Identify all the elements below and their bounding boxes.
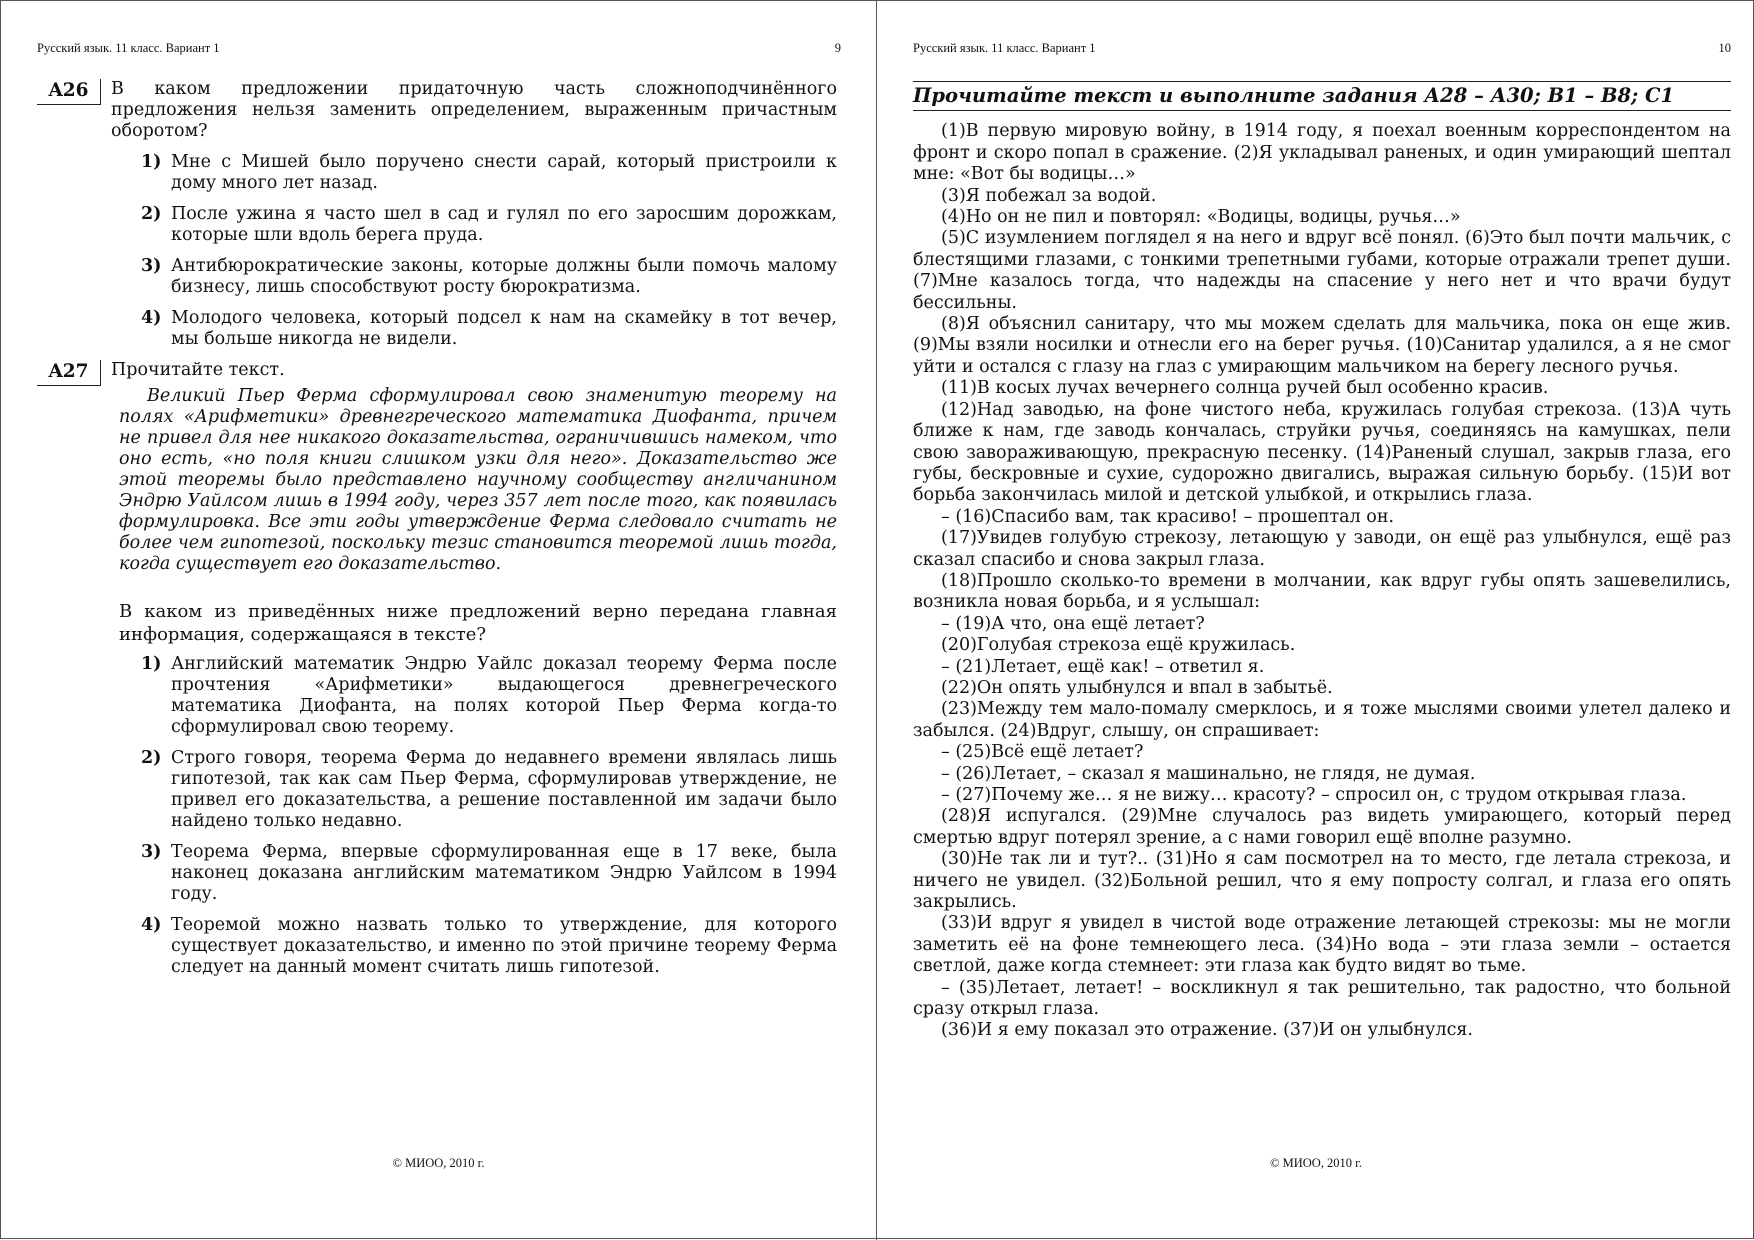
answer-option[interactable] <box>141 842 837 905</box>
answer-list-a27 <box>141 654 837 978</box>
answer-option[interactable] <box>141 654 837 738</box>
story-paragraph: (8)Я объяснил санитару, что мы можем сделать для мальчика, пока он еще жив. (9)Мы взяли носилки и отнесли его на берег ручья. (10)Санитар удалился, а я не смог уйти и остался с глазу на глаз с умирающим мальчиком на берегу лесного ручья. <box>913 314 1731 377</box>
story-paragraph: (30)Не так ли и тут?.. (31)Но я сам посмотрел на то место, где летала стрекоза, и ничего не увидел. (32)Больной решил, что я ему попросту солгал, и глаза его опять закрылись. <box>913 849 1731 913</box>
page-footer: © МИОО, 2010 г. <box>1269 1156 1363 1170</box>
answer-option[interactable] <box>141 308 837 350</box>
story-paragraph: (4)Но он не пил и повторял: «Водицы, водицы, ручья…» <box>941 207 1461 228</box>
right-page <box>877 1 1754 1240</box>
story-paragraph: (1)В первую мировую войну, в 1914 году, я поехал военным корреспондентом на фронт и скоро попал в сражение. (2)Я укладывал раненых, и один умирающий шептал мне: «Вот бы водицы…» <box>913 121 1731 185</box>
answer-text: Теорема Ферма, впервые сформулированная еще в 17 веке, была наконец доказана английским математиком Эндрю Уайлсом в 1994 году. <box>171 842 837 904</box>
task-title: Прочитайте текст и выполните задания А28 – А30; В1 – В8; С1 <box>913 81 1731 111</box>
question-text: В каком из приведённых ниже предложений верно передана главная информация, содержащаяся в тексте? <box>119 601 837 645</box>
header-title: Русский язык. 11 класс. Вариант 1 <box>37 41 220 55</box>
answer-text: После ужина я часто шел в сад и гулял по его заросшим дорожкам, которые шли вдоль берега пруда. <box>171 204 837 245</box>
answer-text: Антибюрократические законы, которые должны были помочь малому бизнесу, лишь способствуют росту бюрократизма. <box>171 256 837 297</box>
story-paragraph: – (35)Летает, летает! – воскликнул я так решительно, так радостно, что больной сразу открыл глаза. <box>913 977 1731 1020</box>
answer-number: 2) <box>141 204 162 224</box>
story-paragraph: (12)Над заводью, на фоне чистого неба, кружилась голубая стрекоза. (13)А чуть ближе к нам, где заводь кончалась, струйки ручья, соединяясь на камушках, пели свою завораживающую, прекрасную песенку. (14)Раненый слушал, закрыв глаза, его губы, бескровные и сухие, судорожно двигались, выражая сильную борьбу. (15)И вот борьба закончилась милой и детской улыбкой, и открылись глаза. <box>913 399 1731 506</box>
answer-number: 3) <box>141 256 162 276</box>
page-number: 9 <box>834 41 841 55</box>
answer-text: Английский математик Эндрю Уайлс доказал теорему Ферма после прочтения «Арифметики» выдающегося древнегреческого математика Диофанта, на полях которой Пьер Ферма когда-то сформулировал свою теорему. <box>171 654 837 737</box>
story-paragraph: (17)Увидев голубую стрекозу, летающую у заводи, он ещё раз улыбнулся, ещё раз сказал спасибо и снова закрыл глаза. <box>913 528 1731 570</box>
answer-number: 2) <box>141 748 162 768</box>
right-page-header <box>913 41 1731 56</box>
story-paragraph: (28)Я испугался. (29)Мне случалось раз видеть умирающего, который перед смертью вдруг потерял зрение, а с нами говорил ещё вполне разумно. <box>913 806 1731 848</box>
question-a26 <box>37 79 837 142</box>
page-number: 10 <box>1718 41 1731 55</box>
question-a27 <box>37 360 837 386</box>
page-footer: © МИОО, 2010 г. <box>392 1156 485 1170</box>
story-paragraph: (33)И вдруг я увидел в чистой воде отражение летающей стрекозы: мы не могли заметить её на фоне темнеющего леса. (34)Но вода – эти глаза земли – остается светлой, даже когда стемнеет: эти глаза как будто видят во тьме. <box>913 913 1731 977</box>
answer-number: 3) <box>141 842 162 862</box>
question-text: В каком предложении придаточную часть сложноподчинённого предложения нельзя заменить определением, выраженным причастным оборотом? <box>111 79 837 141</box>
story-paragraph: (36)И я ему показал это отражение. (37)И он улыбнулся. <box>941 1020 1473 1041</box>
story-paragraph: – (19)А что, она ещё летает? <box>941 613 1205 634</box>
header-title: Русский язык. 11 класс. Вариант 1 <box>913 41 1096 55</box>
question-intro: Прочитайте текст. <box>111 360 285 380</box>
question-label: A27 <box>37 360 101 386</box>
left-page <box>1 1 876 1240</box>
reading-passage: Великий Пьер Ферма сформулировал свою знаменитую теорему на полях «Арифметики» древнегреческого математика Диофанта, причем не привел для нее никакого доказательства, ограничившись намеком, что оно есть, «но поля книги слишком узки для него». Доказательство же этой теоремы было представлено научному сообществу англичанином Эндрю Уайлсом лишь в 1994 году, через 357 лет после того, как появилась формулировка. Все эти годы утверждение Ферма следовало считать не более чем гипотезой, поскольку тезис становится теоремой лишь тогда, когда существует его доказательство. <box>119 386 837 574</box>
answer-option[interactable] <box>141 915 837 978</box>
answer-text: Теоремой можно назвать только то утверждение, для которого существует доказательство, и именно по этой причине теорему Ферма следует на данный момент считать лишь гипотезой. <box>171 915 837 977</box>
story-paragraph: (23)Между тем мало-помалу смерклось, и я тоже мыслями своими улетел далеко и забылся. (24)Вдруг, слышу, он спрашивает: <box>913 699 1731 741</box>
story-paragraph: – (21)Летает, ещё как! – ответил я. <box>941 656 1265 677</box>
answer-text: Молодого человека, который подсел к нам на скамейку в тот вечер, мы больше никогда не видели. <box>171 308 837 349</box>
story-paragraph: (11)В косых лучах вечернего солнца ручей был особенно красив. <box>941 378 1549 399</box>
left-page-header <box>37 41 841 56</box>
answer-number: 1) <box>141 654 162 674</box>
answer-number: 4) <box>141 308 162 328</box>
story-text <box>913 121 1731 1041</box>
story-paragraph: – (16)Спасибо вам, так красиво! – прошептал он. <box>941 506 1395 527</box>
story-paragraph: (22)Он опять улыбнулся и впал в забытьё. <box>941 677 1333 698</box>
answer-list-a26 <box>141 152 837 350</box>
answer-number: 4) <box>141 915 162 935</box>
story-paragraph: (5)С изумлением поглядел я на него и вдруг всё понял. (6)Это был почти мальчик, с блестящими глазами, с тонкими трепетными губами, которые отражали трепет души. (7)Мне казалось тогда, что надежды на спасение у него нет и что врачи будут бессильны. <box>913 228 1731 313</box>
story-paragraph: (20)Голубая стрекоза ещё кружилась. <box>941 635 1296 656</box>
answer-option[interactable] <box>141 748 837 832</box>
answer-text: Мне с Мишей было поручено снести сарай, который пристроили к дому много лет назад. <box>171 152 837 193</box>
left-page-content <box>37 79 837 988</box>
story-paragraph: – (25)Всё ещё летает? <box>941 742 1144 763</box>
story-paragraph: (18)Прошло сколько-то времени в молчании, как вдруг губы опять зашевелились, возникла новая борьба, и я услышал: <box>913 570 1731 613</box>
answer-option[interactable] <box>141 256 837 298</box>
right-page-content <box>913 81 1731 1042</box>
question-label: A26 <box>37 79 101 105</box>
answer-text: Строго говоря, теорема Ферма до недавнего времени являлась лишь гипотезой, так как сам Пьер Ферма, сформулировав утверждение, не привел его доказательства, а решение поставленной им задачи было найдено только недавно. <box>171 748 837 831</box>
story-paragraph: – (27)Почему же… я не вижу… красоту? – спросил он, с трудом открывая глаза. <box>941 785 1687 805</box>
story-paragraph: (3)Я побежал за водой. <box>941 185 1157 206</box>
answer-option[interactable] <box>141 152 837 194</box>
story-paragraph: – (26)Летает, – сказал я машинально, не глядя, не думая. <box>941 763 1476 784</box>
answer-option[interactable] <box>141 204 837 246</box>
answer-number: 1) <box>141 152 162 172</box>
